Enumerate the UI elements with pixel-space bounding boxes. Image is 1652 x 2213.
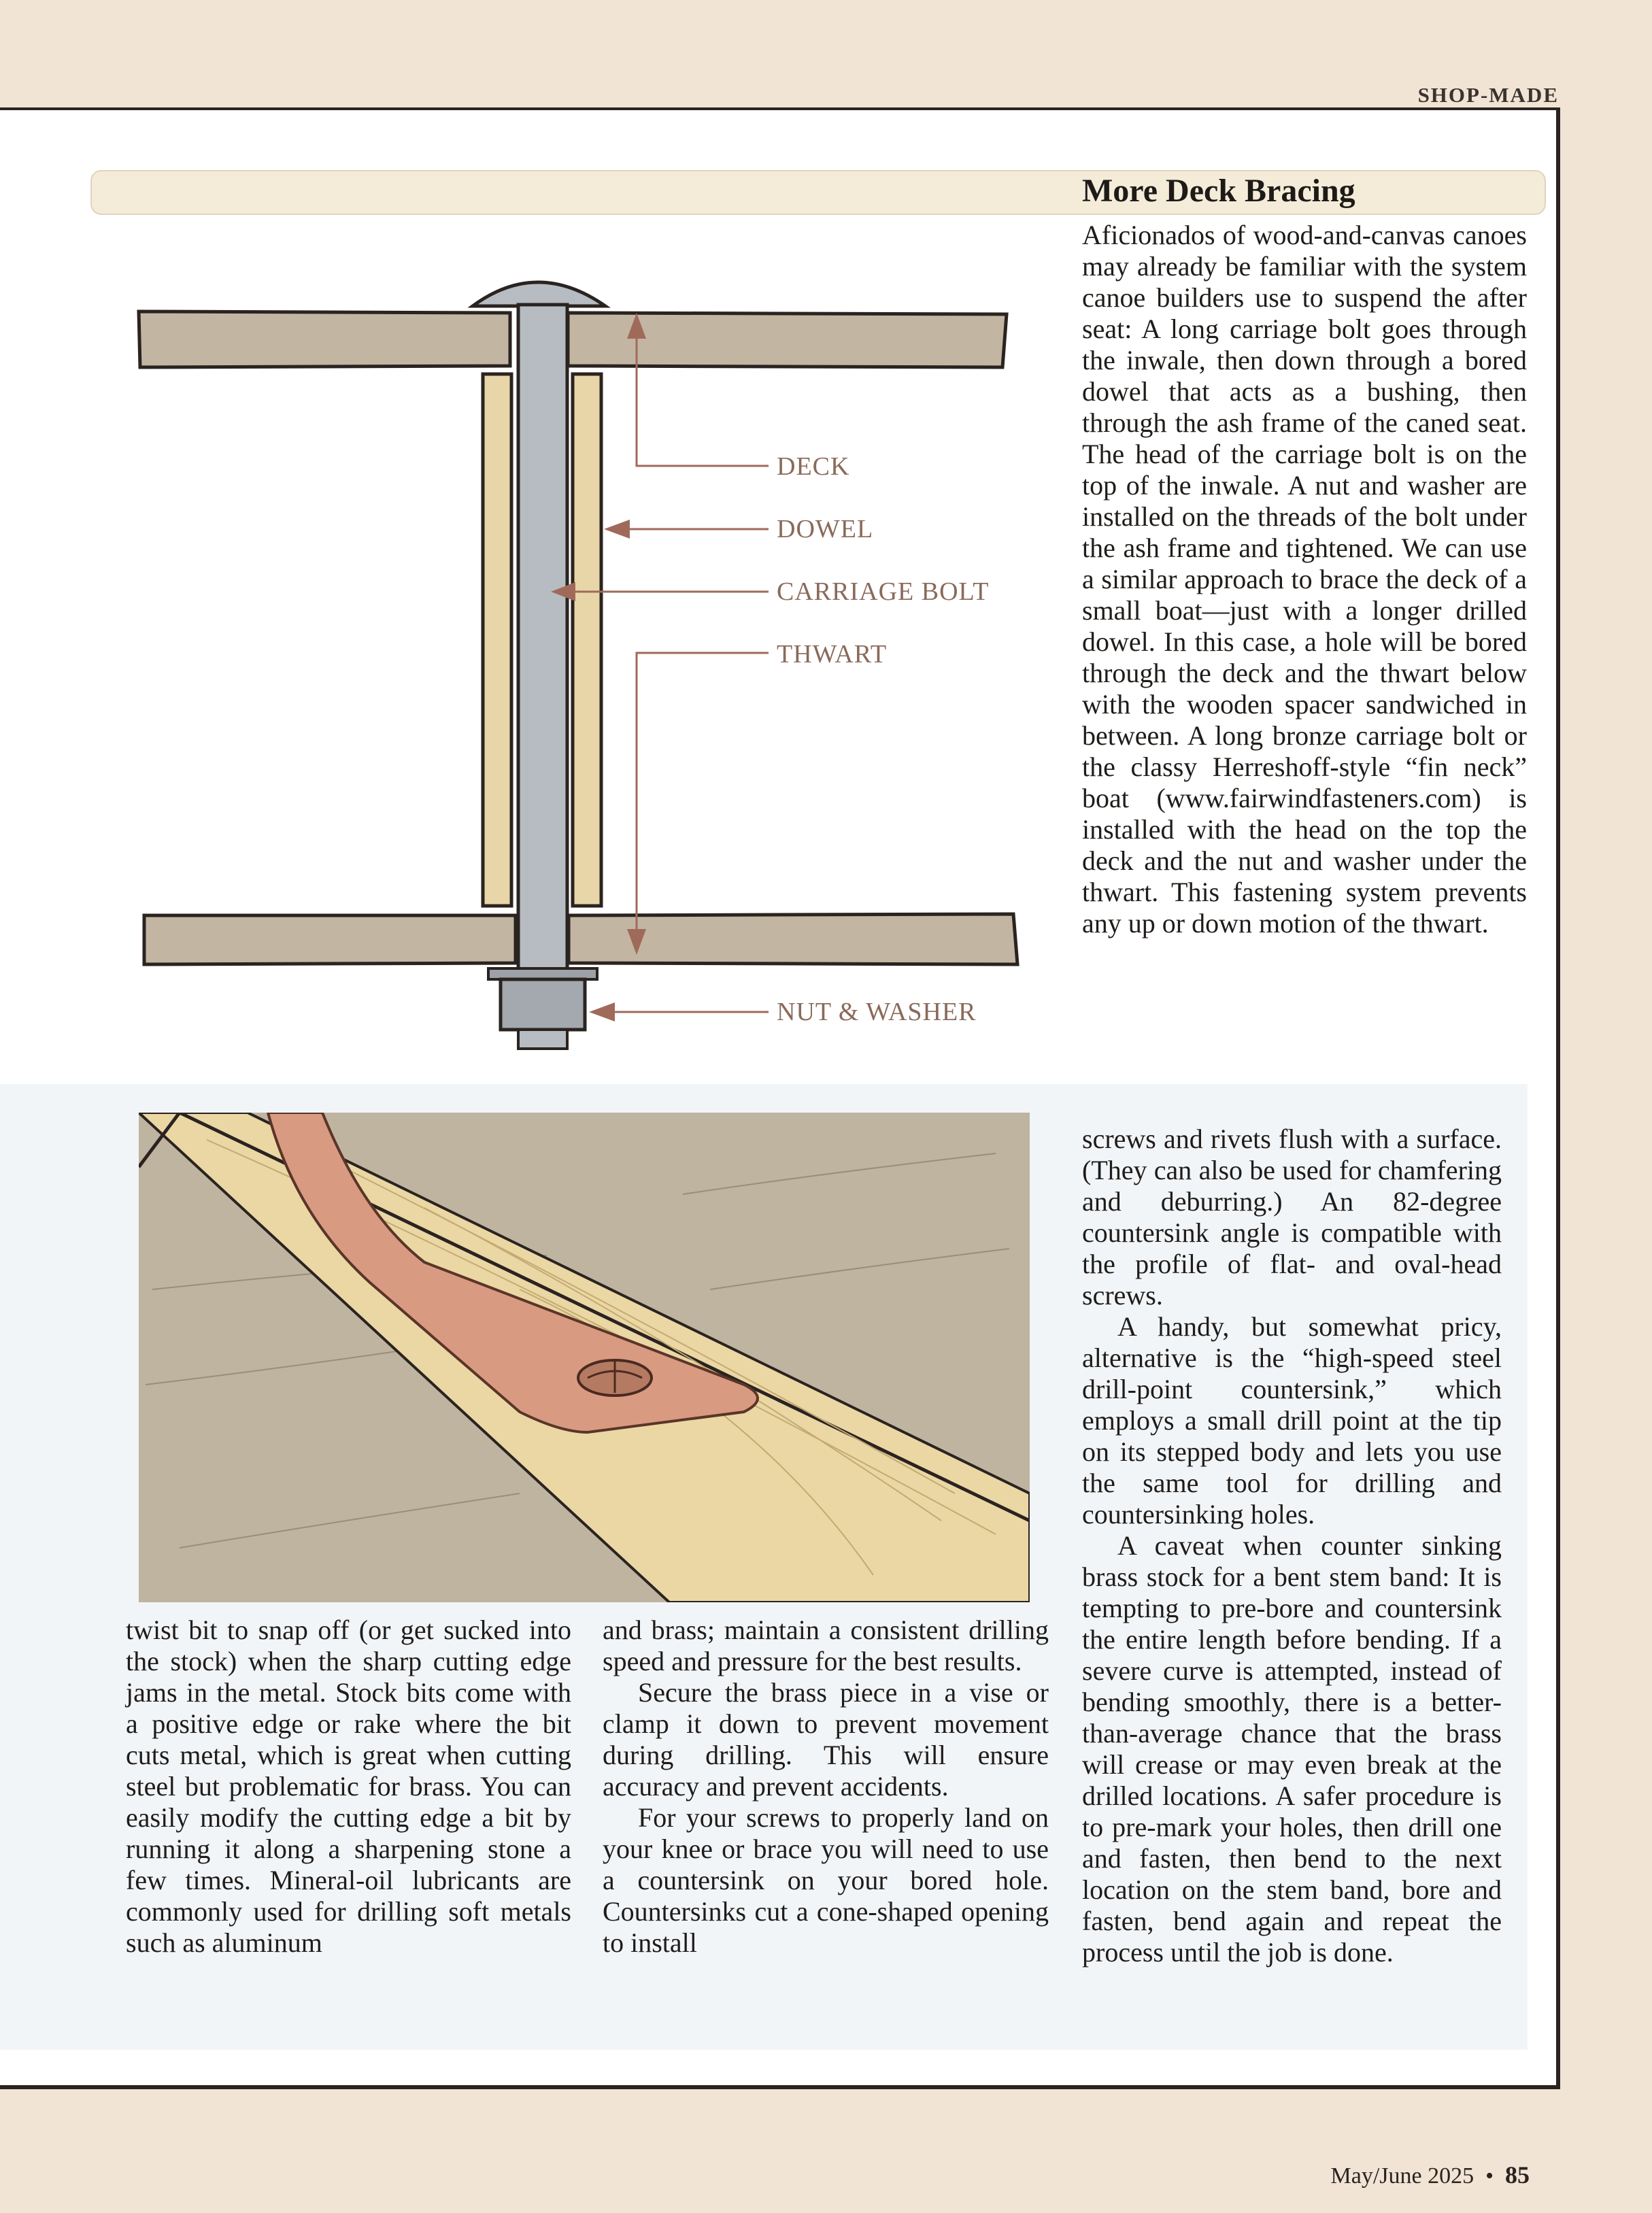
bolt-shaft — [518, 305, 567, 985]
col2-paragraph-1: and brass; maintain a consistent drilling speed and pressure for the best results. — [603, 1615, 1049, 1676]
dowel-arrowhead — [604, 520, 630, 539]
sidebar-title: More Deck Bracing — [1082, 173, 1355, 209]
brass-stem-band-illustration — [139, 1113, 1030, 1602]
label-nut-washer: NUT & WASHER — [777, 998, 977, 1026]
nut — [501, 979, 585, 1030]
col1-paragraph: twist bit to snap off (or get sucked into the stock) when the sharp cutting edge jams in the metal. Stock bits come with a positive edge or rake where the bit cuts metal, which is great when cutting steel but problematic for brass. You can easily modify the cutting edge a bit by running it along a sharpening stone a few times. Mineral-oil lubricants are commonly used for drilling soft metals such as aluminum — [126, 1615, 571, 1958]
footer-bullet: • — [1485, 2163, 1494, 2189]
col3-paragraph-2: A handy, but somewhat pricy, alternative is the “high-speed steel drill-point countersink,” which employs a small drill point at the tip on its stepped body and lets you use the same tool for drilling and countersinking holes. — [1082, 1311, 1502, 1530]
dowel-left — [483, 374, 511, 906]
col2-paragraph-2: Secure the brass piece in a vise or clamp it down to prevent movement during drilling. This will ensure accuracy and prevent accidents. — [603, 1677, 1049, 1802]
bolt-head — [473, 282, 605, 306]
label-carriage-bolt: CARRIAGE BOLT — [777, 577, 990, 606]
article-column-1 — [126, 1615, 571, 1959]
page-footer — [1331, 2161, 1530, 2189]
label-dowel: DOWEL — [777, 515, 874, 543]
sidebar-paragraph: Aficionados of wood-and-canvas canoes may already be familiar with the system canoe builders use to suspend the after seat: A long carriage bolt goes through the inwale, then down through a bored dowel that acts as a bushing, then through the ash frame of the caned seat. The head of the carriage bolt is on the top of the inwale. A nut and washer are installed on the threads of the bolt under the ash frame and tightened. We can use a similar approach to brace the deck of a small boat—just with a longer drilled dowel. In this case, a hole will be bored through the deck and the thwart below with the wooden spacer sandwiched in between. A long bronze carriage bolt or the classy Herreshoff-style “fin neck” boat (www.fairwindfasteners.com) is installed with the head on the top the deck and the nut and washer under the thwart. This fastening system prevents any up or down motion of the thwart. — [1082, 220, 1527, 939]
thwart-leader — [637, 653, 769, 939]
bolt-tip — [518, 1030, 567, 1049]
article-column-3 — [1082, 1124, 1502, 1968]
col2-paragraph-3: For your screws to properly land on your knee or brace you will need to use a countersink on your bored hole. Countersinks cut a cone-shaped opening to install — [603, 1802, 1049, 1958]
page-number: 85 — [1505, 2161, 1530, 2189]
issue-date: May/June 2025 — [1330, 2163, 1474, 2189]
article-column-2 — [603, 1615, 1049, 1959]
section-label: SHOP-MADE — [1417, 83, 1559, 107]
sidebar-body — [1082, 220, 1527, 939]
label-deck: DECK — [777, 452, 850, 481]
label-thwart: THWART — [777, 640, 888, 669]
deck-plank — [139, 311, 510, 367]
nut-arrowhead — [589, 1002, 615, 1021]
dowel-right — [573, 374, 601, 906]
col3-paragraph-1: screws and rivets flush with a surface. (They can also be used for chamfering and deburring.) An 82-degree countersink angle is compatible with the profile of flat- and oval-head screws. — [1082, 1124, 1502, 1311]
deck-bracing-diagram — [129, 258, 1034, 1061]
thwart-plank — [144, 915, 516, 964]
col3-paragraph-3: A caveat when counter sinking brass stock for a bent stem band: It is tempting to pre-bore and countersink the entire length before bending. If a severe curve is attempted, instead of bending smoothly, there is a better-than-average chance that the brass will crease or may even break at the drilled locations. A safer procedure is to pre-mark your holes, then drill one and fasten, then bend to the next location on the stem band, bore and fasten, bend again and repeat the process until the job is done. — [1082, 1530, 1502, 1967]
